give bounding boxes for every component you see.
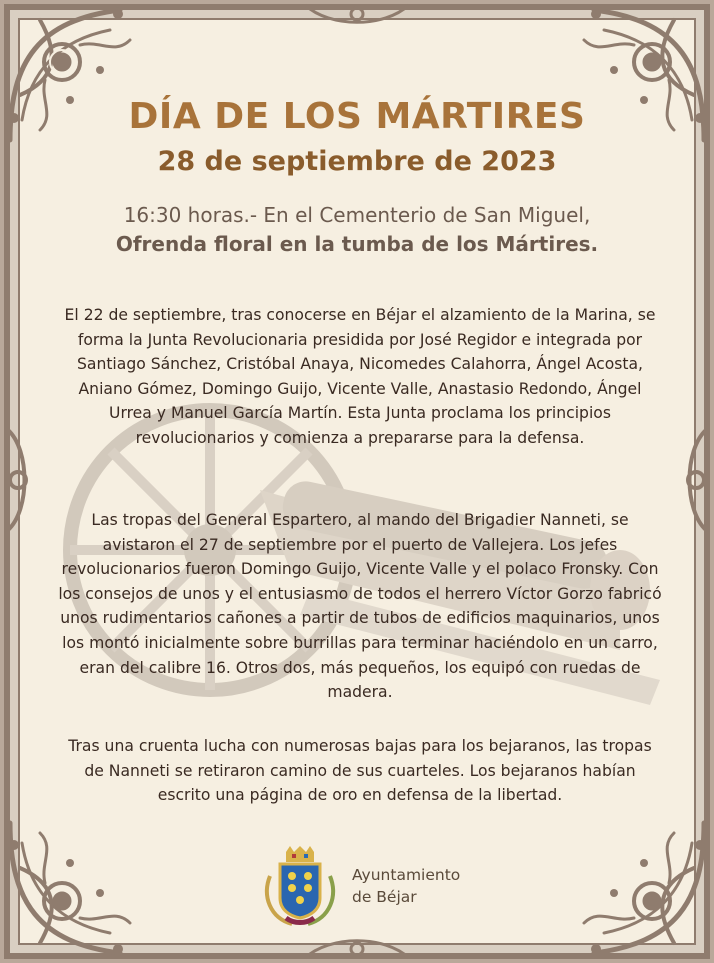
page-title: DÍA DE LOS MÁRTIRES: [128, 96, 586, 137]
bottom-ornament-icon: [300, 933, 414, 963]
organization-name: [352, 864, 460, 908]
top-ornament-icon: [300, 0, 414, 30]
organization-line-1: Ayuntamiento: [352, 866, 461, 884]
event-time-location: 16:30 horas.- En el Cementerio de San Miguel,: [123, 203, 591, 227]
paragraph-lucha: Tras una cruenta lucha con numerosas bajas para los bejaranos, las tropas de Nanneti se retiraron camino de sus cuarteles. Los bejaranos habían escrito una página de oro en defensa de la libertad.: [68, 737, 652, 805]
side-ornament-icon: [0, 420, 40, 540]
paragraph-junta: El 22 de septiembre, tras conocerse en Béjar el alzamiento de la Marina, se forma la Junta Revolucionaria presidida por José Regidor e integrada por Santiago Sánchez, Cristóbal Anaya, Nicomedes Calahorra, Ángel Acosta, Aniano Gómez, Domingo Guijo, Vicente Valle, Anastasio Redondo, Ángel Urrea y Manuel García Martín. Esta Junta proclama los principios revolucionarios y comienza a prepararse para la defensa.: [64, 306, 656, 447]
event-date: 28 de septiembre de 2023: [157, 146, 557, 177]
side-ornament-icon: [674, 420, 714, 540]
corner-ornament-icon: [0, 813, 150, 963]
paragraph-tropas: Las tropas del General Espartero, al mando del Brigadier Nanneti, se avistaron el 27 de septiembre por el puerto de Vallejera. Los jefes revolucionarios fueron Domingo Guijo, Vicente Valle y el polaco Fronsky. Con los consejos de unos y el entusiasmo de todos el herrero Víctor Gorzo fabricó unos rudimentarios cañones a partir de tubos de edificios maquinarios, unos los montó inicialmente sobre burrillas para terminar haciéndolo en un carro, eran del calibre 16. Otros dos, más pequeños, los equipó con ruedas de madera.: [58, 511, 662, 702]
organization-line-2: de Béjar: [352, 888, 417, 906]
event-description: Ofrenda floral en la tumba de los Mártires.: [115, 232, 599, 256]
bejar-coat-of-arms-icon: [262, 846, 338, 926]
corner-ornament-icon: [564, 813, 714, 963]
